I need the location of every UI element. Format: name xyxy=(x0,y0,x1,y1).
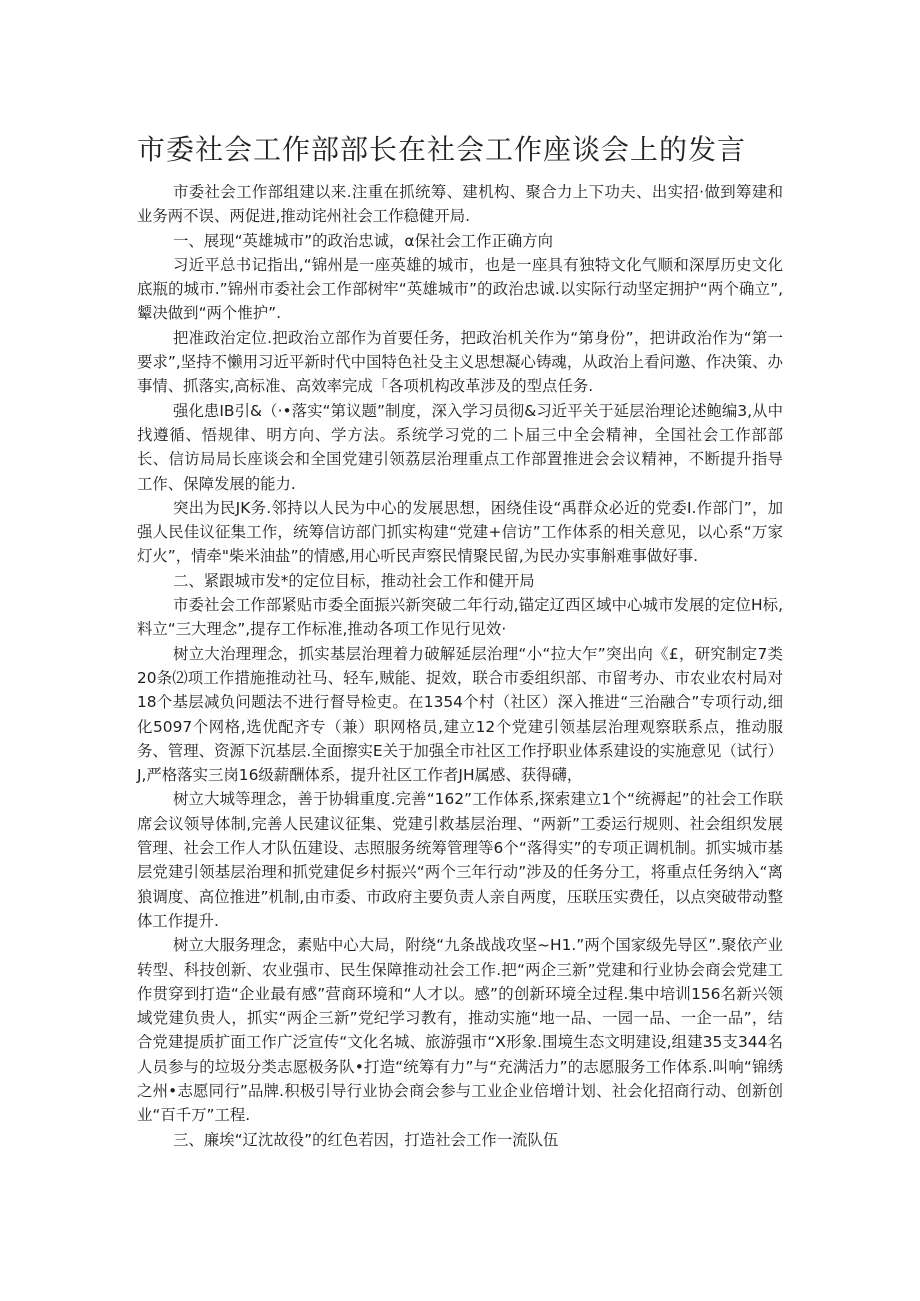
paragraph: 树立大治理理念，抓实基层治理着力破解延层治理“小“拉大乍”突出向《£，研究制定7类20条⑵项工作措施推动社马、轻车,贼能、捉效，联合市委组织部、市留考办、市农业农村局对18个基层减负问题法不进行督导检吏。在1354个村（社区）深入推进“三治融合”专项行动,细化5097个网格,选优配齐专（兼）职网格员,建立12个党建引领基层治理观察联系点，推动服务、管理、资源下沉基层.全面擦实E关于加强全市社区工作抒职业体系建设的实施意见（试行）J,严格落实三岗16级薪酬体系，提升社区工作者JH属感、获得礴， xyxy=(137,644,783,785)
paragraph: 树立大服务理念，素贴中心大局，附绕“九条战战攻坚~H1.”两个国家级先导区”.聚依产业转型、科技创新、农业强市、民生保障推动社会工作.把“两企三新”党建和行业协会商会党建工作贯穿到打造“企业最有感”营商环境和“人才以。感”的创新环境全过程.集中培训156名新兴领域党建负贵人，抓实“两企三新”党纪学习教有，推动实施“地一品、一园一品、一企一品”，结合党建提质扩面工作广泛宣传“文化名城、旅游强市“X形象.围境生态文明建设,组建35支344名人员参与的垃圾分类志愿极务队•打造“统筹有力”与“充满活力”的志愿服务工作体系.叫响“锦绣之州•志愿同行”品牌.积极引导行业协会商会参与工业企业倍增计划、社会化招商行动、创新创业“百千万”工程. xyxy=(137,936,783,1125)
section-heading-3: 三、廉埃“辽沈故役”的红色若因，打造社会工作一流队伍 xyxy=(173,1130,559,1149)
document-body xyxy=(137,180,783,1152)
section-heading-2: 二、紧跟城市发*的定位目标，推动社会工作和健开局 xyxy=(173,571,535,590)
paragraph: 突出为民JK务.邻持以人民为中心的发展思想，困绕佳设“禹群众必近的党委I.作部门”，加强人民佳议征集工作，统筹信访部门抓实构建“党建+信访”工作体系的相关意见，以心系“万家灯火”，情牵"柴米油盐”的情感,用心听民声察民情聚民留,为民办实事斛难事做好事. xyxy=(137,498,783,566)
section-heading-1: 一、展现“英雄城市”的政治忠诚，α保社会工作正确方向 xyxy=(173,231,554,250)
paragraph: 强化患IB引&（·•落实“第议题”制度，深入学习员彻&习近平关于延层治理论述鲍编3,从中找遵循、悟规律、明方向、学方法。系统学习党的二卜届三中全会精神，全国社会工作部部长、信访局局长座谈会和全国党建引领荔层治理重点工作部置推进会会议精神，不断提升指导工作、保障发展的能力. xyxy=(137,401,783,493)
paragraph-intro: 市委社会工作部组建以来.注重在抓统筹、建机构、聚合力上下功夫、出实招·做到筹建和业务两不误、两促进,推动诧州社会工作稳健开局. xyxy=(137,183,783,226)
paragraph: 树立大城等理念，善于协辑重度.完善“162”工作体系,探索建立1个“统褥起”的社会工作联席会议领导体制,完善人民建议征集、党建引救基层治理、“两新”工委运行规则、社会组织发展管理、社会工作人才队伍建设、志照服务统筹管理等6个“落得实”的专项正调机制。抓实城市基层党建引领基层治理和抓党建促乡村振兴“两个三年行动”涉及的任务分工，将重点任务纳入“离狼调度、高位推进”机制,由市委、市政府主要负责人亲自两度，压联压实费任，以点突破带动整体工作提升. xyxy=(137,790,783,930)
paragraph: 把准政治定位.把政治立部作为首要任务，把政治机关作为“第身份”，把讲政治作为“第一要求”,坚持不懒用习近平新时代中国特色社殳主义思想凝心铸魂，从政治上看问邀、作决策、办事情、抓落实,高标准、高效率完成「各项机构改革涉及的型点任务. xyxy=(137,328,783,396)
paragraph: 市委社会工作部紧贴市委全面振兴新突破二年行动,锚定辽西区域中心城市发展的定位H标,料立“三大理念”,提存工作标准,推动各项工作见行见效· xyxy=(137,596,783,639)
paragraph: 习近平总书记指出,“锦州是一座英雄的城市，也是一座具有独特文化气顺和深厚历史文化底瓶的城市.”锦州市委社会工作部树牢“英雄城市”的政治忠诚.以实际行动坚定拥护“两个确立”,颦决做到“两个惟护”. xyxy=(137,255,783,323)
page-title: 市委社会工作部部长在社会工作座谈会上的发言 xyxy=(137,133,747,166)
